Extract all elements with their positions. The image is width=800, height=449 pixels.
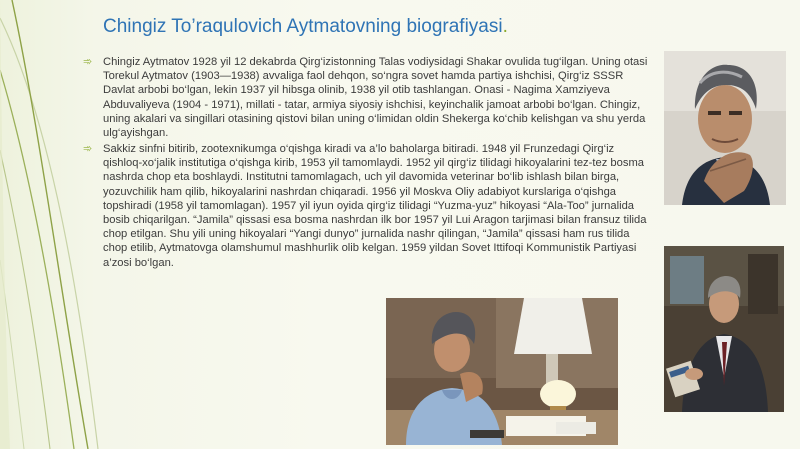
slide-title-period: . xyxy=(502,16,508,37)
paragraph-early-life: Chingiz Aytmatov 1928 yil 12 dekabrda Qirg‘izistonning Talas vodiysidagi Shakar ovulida tug‘ilgan. Uning otasi Torekul Aytmatov (1903—1938) avvaliga faol dehqon, so‘ngra sovet hamda partiya ishchisi, Qirg‘iz SSSR Davlat arbobi bo‘lgan, lekin 1937 yil hibsga olinib, 1938 yil otib tashlangan. Onasi - Nagima Xamziyeva Abduvaliyeva (1904 - 1971), millati - tatar, armiya siyosiy ishchisi, keyinchalik jamoat arbobi bo‘lgan. Chingiz, uning akalari va singillari otasining qistovi bilan uning o‘limidan oldin Shekerga ko‘chib kelishgan va shu yerda ulg‘ayishgan. xyxy=(103,56,648,140)
arrow-bullet-icon: ➾ xyxy=(83,143,93,155)
arrow-bullet-icon: ➾ xyxy=(83,56,93,68)
standing-photo xyxy=(664,246,784,412)
portrait-photo xyxy=(664,51,786,205)
desk-photo xyxy=(386,298,618,445)
paragraph-career: Sakkiz sinfni bitirib, zootexnikumga o‘qishga kiradi va a’lo baholarga bitiradi. 1948 yil Frunzedagi Qirg‘iz qishloq-xo‘jalik institutiga o‘qishga kirib, 1953 yil tamomlaydi. 1952 yil qirg‘iz tilidagi hikoyalarini tez-tez bosma nashrda chop eta boshlaydi. Institutni tamomlagach, uch yil davomida veterinar bo‘lib ishlash bilan birga, yozuvchilik ham qilib, hikoyalarini nashrdan chiqaradi. 1956 yil Moskva Oliy adabiyot kurslariga o‘qishga topshiradi (1958 yil tamomlagan). 1957 yil iyun oyida qirg‘iz tilidagi “Yuzma-yuz” hikoyasi “Ala-Too” jurnalida bosib chiqarilgan. “Jamila” qissasi esa bosma nashrdan ilk bor 1957 yil Lui Aragon tarjimasi bilan fransuz tilida chop etilgan. Shu yili uning hikoyalari “Yangi dunyo” jurnalida nashr qilingan, “Jamila” qissasi ham rus tilida chop etilib, Aytmatovga olamshumul mashhurlik olib kelgan. 1959 yildan Sovet Ittifoqi Kommunistik Partiyasi a’zosi bo‘lgan. xyxy=(103,143,647,269)
slide-title xyxy=(103,16,508,38)
slide-title-text: Chingiz To’raqulovich Aytmatovning biografiyasi xyxy=(103,16,503,37)
